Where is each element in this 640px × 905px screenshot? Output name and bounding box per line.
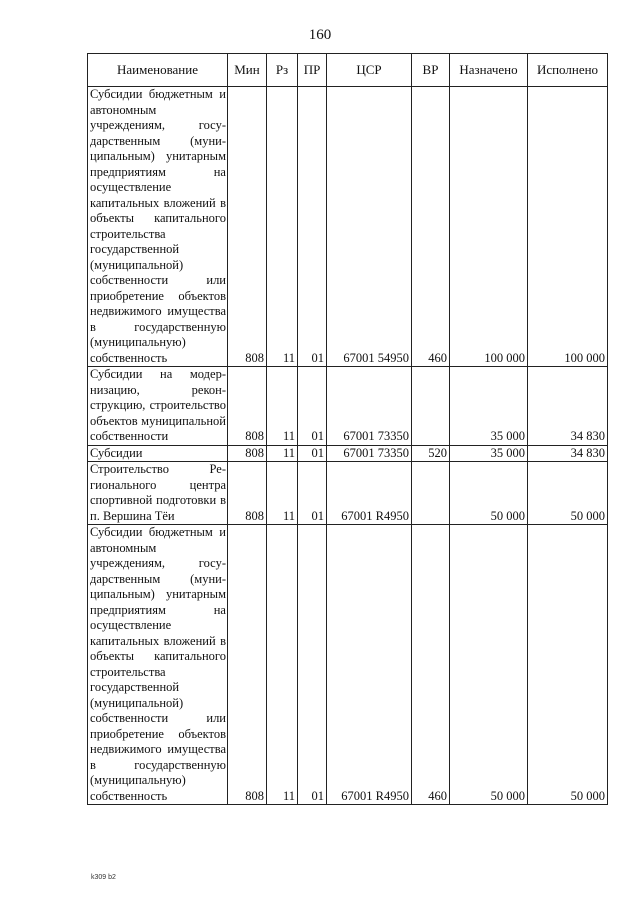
row-name: Субсидии бюджетным и автономным учреждениям, государственным (муниципальным) унитарным предприятиям на осуществление капитальных вложений в объекты капитального строительства государственной (муниципальной) собственности или приобретение объектов недвижимого имущества в государственную (муниципальную) собственность: [88, 87, 228, 367]
row-min: 808: [228, 525, 267, 805]
row-vr: [412, 462, 450, 525]
row-assigned: 50 000: [450, 462, 528, 525]
row-assigned: 35 000: [450, 367, 528, 446]
table-header-row: [88, 54, 608, 87]
row-assigned: 35 000: [450, 445, 528, 462]
header-rz: Рз: [267, 54, 298, 87]
footer-code: k309 b2: [91, 874, 116, 881]
row-csr: 67001 R4950: [327, 462, 412, 525]
table-row: [88, 367, 608, 446]
table-row: [88, 462, 608, 525]
row-pr: 01: [298, 525, 327, 805]
table-row: [88, 525, 608, 805]
table-row: [88, 445, 608, 462]
row-vr: 460: [412, 87, 450, 367]
row-csr: 67001 R4950: [327, 525, 412, 805]
page-number: 160: [308, 27, 332, 43]
row-name: Субсидии: [88, 445, 228, 462]
row-name: Строительство Регионального центра спортивной подготовки в п. Вершина Тёи: [88, 462, 228, 525]
header-min: Мин: [228, 54, 267, 87]
row-vr: [412, 367, 450, 446]
row-rz: 11: [267, 87, 298, 367]
row-executed: 50 000: [528, 462, 608, 525]
row-executed: 100 000: [528, 87, 608, 367]
header-vr: ВР: [412, 54, 450, 87]
header-pr: ПР: [298, 54, 327, 87]
row-rz: 11: [267, 525, 298, 805]
row-min: 808: [228, 87, 267, 367]
row-rz: 11: [267, 367, 298, 446]
row-csr: 67001 54950: [327, 87, 412, 367]
row-name: Субсидии бюджетным и автономным учреждениям, государственным (муниципальным) унитарным предприятиям на осуществление капитальных вложений в объекты капитального строительства государственной (муниципальной) собственности или приобретение объектов недвижимого имущества в государственную (муниципальную) собственность: [88, 525, 228, 805]
row-pr: 01: [298, 445, 327, 462]
row-assigned: 50 000: [450, 525, 528, 805]
header-name: Наименование: [88, 54, 228, 87]
row-csr: 67001 73350: [327, 367, 412, 446]
row-min: 808: [228, 462, 267, 525]
row-rz: 11: [267, 445, 298, 462]
row-csr: 67001 73350: [327, 445, 412, 462]
row-min: 808: [228, 367, 267, 446]
row-vr: 460: [412, 525, 450, 805]
budget-table: [87, 53, 608, 805]
header-csr: ЦСР: [327, 54, 412, 87]
table-row: [88, 87, 608, 367]
row-pr: 01: [298, 462, 327, 525]
header-executed: Исполнено: [528, 54, 608, 87]
header-assigned: Назначено: [450, 54, 528, 87]
row-executed: 34 830: [528, 367, 608, 446]
row-executed: 50 000: [528, 525, 608, 805]
row-vr: 520: [412, 445, 450, 462]
row-pr: 01: [298, 87, 327, 367]
row-min: 808: [228, 445, 267, 462]
row-name: Субсидии на модернизацию, реконструкцию, строительство объектов муниципальной собственности: [88, 367, 228, 446]
row-assigned: 100 000: [450, 87, 528, 367]
row-rz: 11: [267, 462, 298, 525]
row-pr: 01: [298, 367, 327, 446]
row-executed: 34 830: [528, 445, 608, 462]
